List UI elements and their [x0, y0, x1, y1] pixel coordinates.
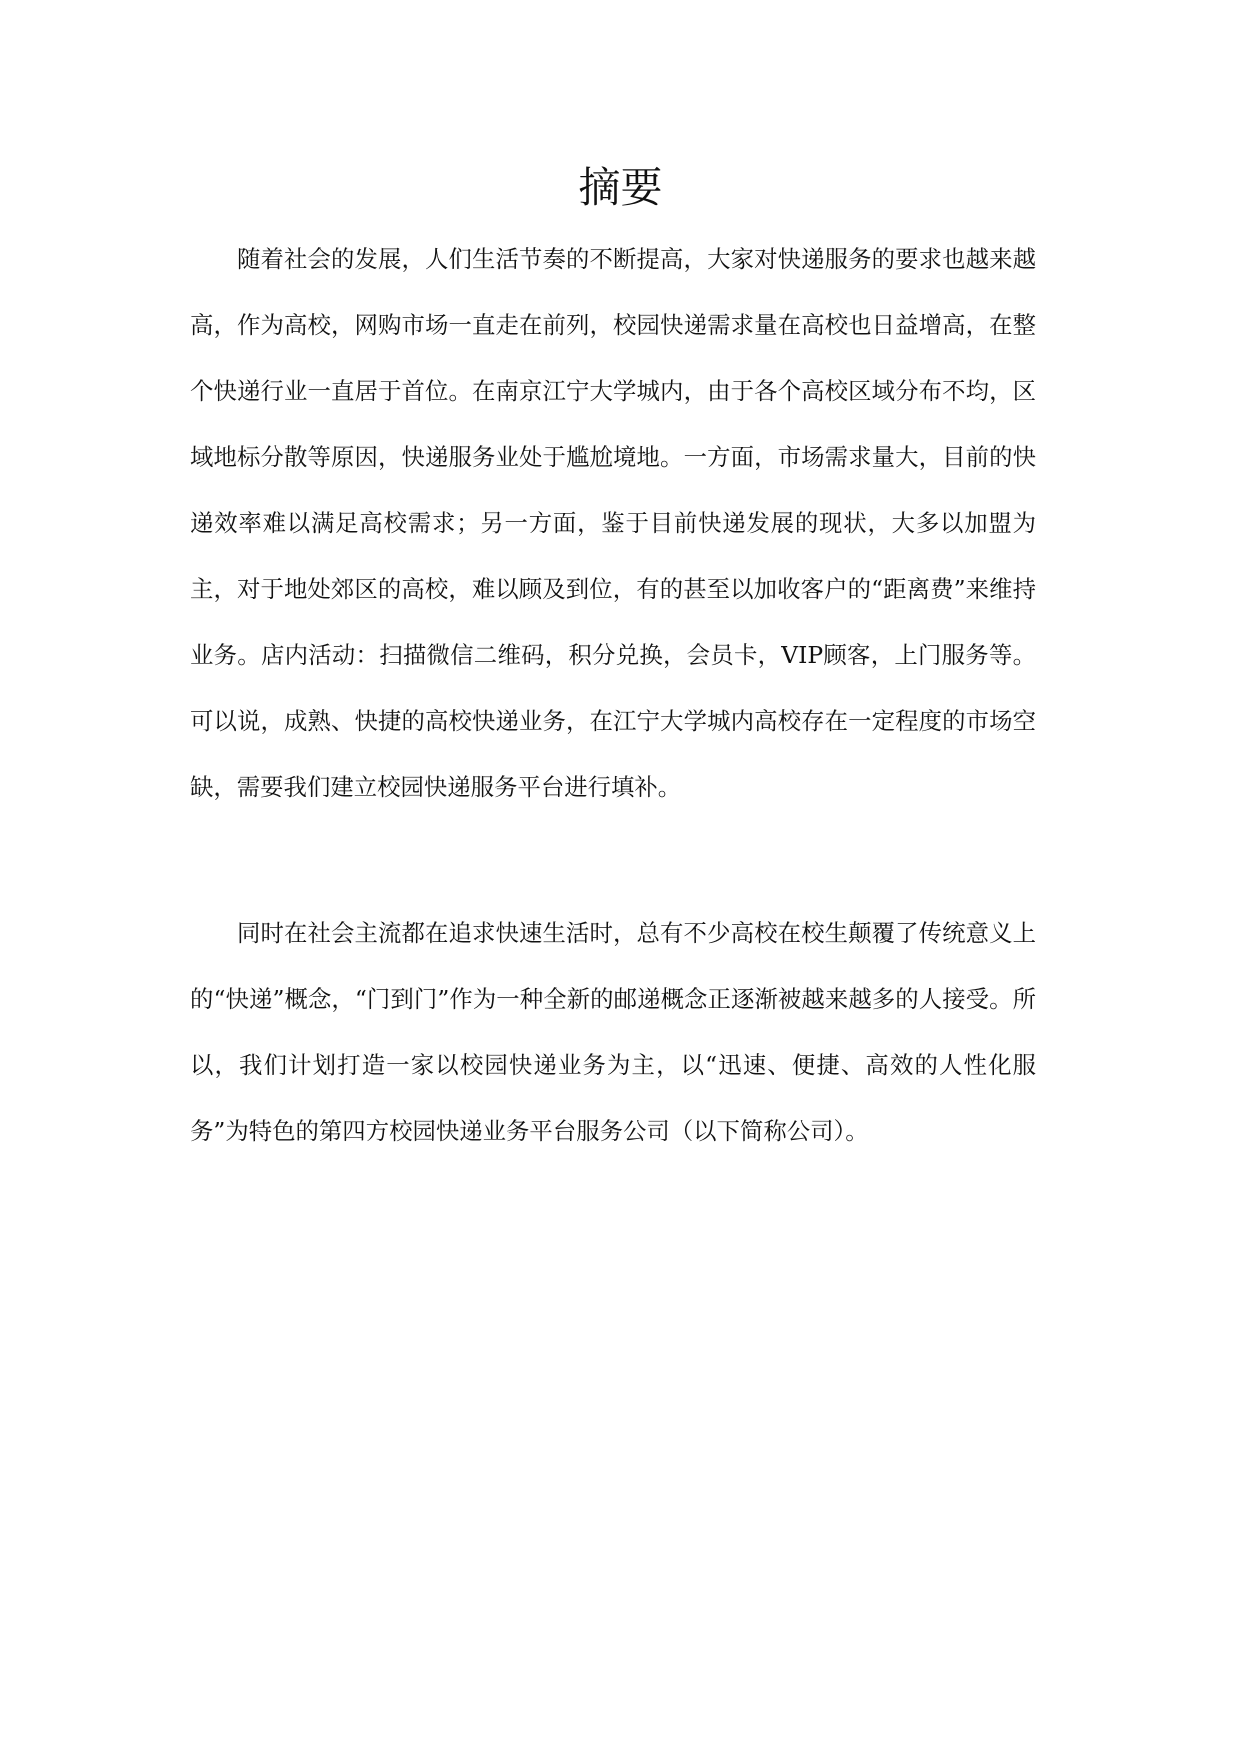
abstract-paragraph-2: 同时在社会主流都在追求快速生活时，总有不少高校在校生颠覆了传统意义上的“快递”概念，“门到门”作为一种全新的邮递概念正逐渐被越来越多的人接受。所以，我们计划打造一家以校园快递业务为主，以“迅速、便捷、高效的人性化服务”为特色的第四方校园快递业务平台服务公司（以下简称公司）。	[190, 919, 1036, 1145]
page-title: 摘要	[578, 163, 663, 212]
abstract-paragraph-1: 随着社会的发展，人们生活节奏的不断提高，大家对快递服务的要求也越来越高，作为高校，网购市场一直走在前列，校园快递需求量在高校也日益增高，在整个快递行业一直居于首位。在南京江宁大学城内，由于各个高校区域分布不均，区域地标分散等原因，快递服务业处于尴尬境地。一方面，市场需求量大，目前的快递效率难以满足高校需求；另一方面，鉴于目前快递发展的现状，大多以加盟为主，对于地处郊区的高校，难以顾及到位，有的甚至以加收客户的“距离费”来维持业务。店内活动：扫描微信二维码，积分兑换，会员卡，VIP顾客，上门服务等。可以说，成熟、快捷的高校快递业务，在江宁大学城内高校存在一定程度的市场空缺，需要我们建立校园快递服务平台进行填补。	[190, 245, 1036, 801]
